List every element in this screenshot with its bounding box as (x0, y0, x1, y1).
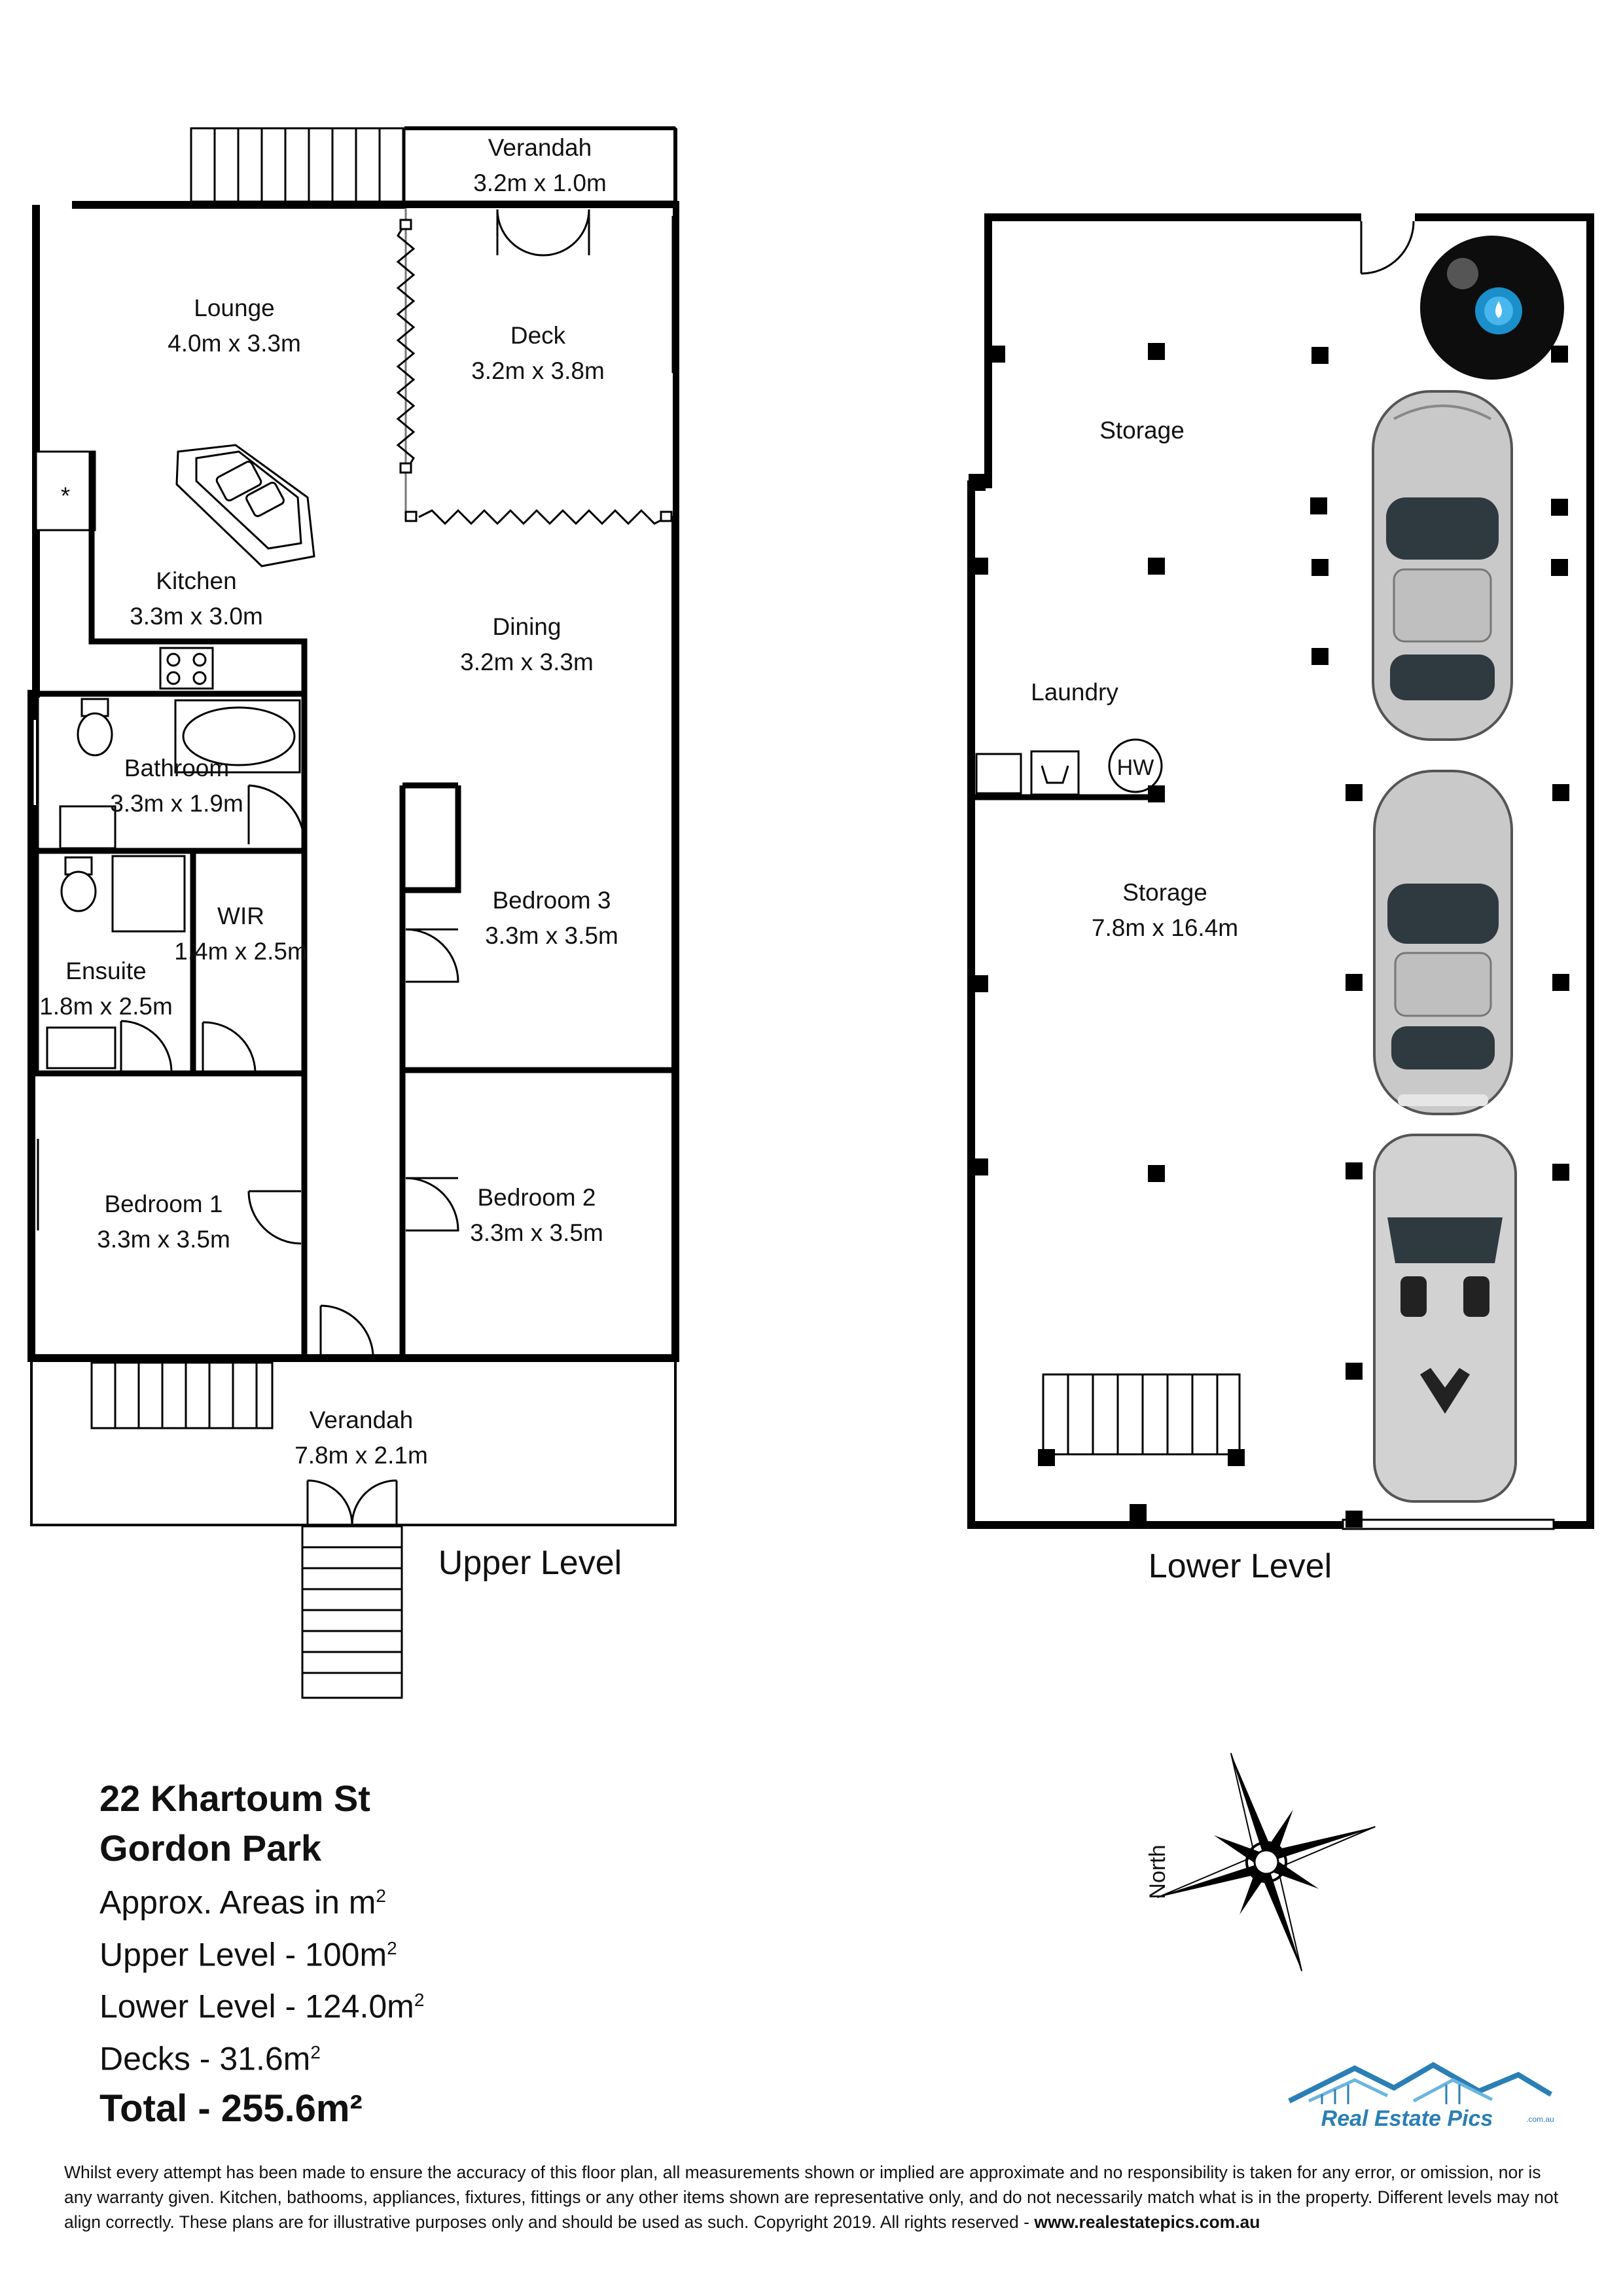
svg-text:Bedroom 1: Bedroom 1 (104, 1191, 223, 1217)
svg-text:Storage: Storage (1122, 879, 1207, 906)
svg-text:*: * (60, 482, 71, 509)
bathroom-toilet (78, 699, 112, 755)
fridge (36, 452, 95, 530)
property-street: 22 Khartoum St (99, 1778, 370, 1819)
svg-text:3.2m x 3.8m: 3.2m x 3.8m (471, 357, 605, 384)
kitchen-bench (177, 445, 314, 566)
car-icon-3 (1374, 1135, 1516, 1501)
svg-text:3.3m x 3.5m: 3.3m x 3.5m (97, 1226, 230, 1253)
room-ensuite (39, 958, 173, 1020)
svg-text:Bedroom 3: Bedroom 3 (492, 887, 611, 914)
svg-text:Bathroom: Bathroom (124, 755, 230, 781)
svg-text:1.4m x 2.5m: 1.4m x 2.5m (174, 938, 308, 965)
upper-level-plan (31, 128, 678, 1698)
svg-text:Ensuite: Ensuite (65, 958, 147, 984)
svg-text:Verandah: Verandah (309, 1407, 414, 1433)
room-kitchen (130, 567, 263, 630)
room-storage-top: Storage (1099, 417, 1185, 444)
svg-text:4.0m x 3.3m: 4.0m x 3.3m (168, 330, 301, 357)
water-tank-icon (1420, 236, 1564, 380)
room-bedroom2 (470, 1184, 603, 1246)
top-stairs (191, 128, 403, 202)
upper-level-title: Upper Level (438, 1544, 622, 1582)
svg-text:Real Estate Pics: Real Estate Pics (1321, 2106, 1493, 2131)
lower-level-title: Lower Level (1148, 1547, 1332, 1585)
disclaimer-text: Whilst every attempt has been made to ensure the accuracy of this floor plan, all measurements shown or implied are approximate and no responsibility is taken for any error, or omission, nor is any warranty given. Kitchen, bathooms, appliances, fixtures, fittings or any other items shown are representative only, and do not necessarily match what is in the property. Different levels may not align correctly. These plans are for illustrative purposes only and should be used as such. Copyright 2019. All rights reserved - (64, 2162, 1559, 2232)
car-icon-1 (1373, 391, 1512, 740)
svg-text:7.8m x 16.4m: 7.8m x 16.4m (1091, 914, 1239, 941)
svg-text:.com.au: .com.au (1526, 2115, 1554, 2124)
svg-text:3.3m x 1.9m: 3.3m x 1.9m (110, 790, 243, 817)
svg-text:3.3m x 3.5m: 3.3m x 3.5m (485, 922, 618, 949)
room-laundry: Laundry (1031, 679, 1118, 706)
verandah-stairs (92, 1363, 272, 1428)
ensuite-vanity (47, 1028, 115, 1068)
room-bedroom1 (97, 1191, 230, 1253)
washing-machine-icon (1031, 751, 1079, 795)
real-estate-pics-logo (1283, 2049, 1558, 2134)
bathroom-vanity (60, 806, 115, 848)
cooktop-icon (160, 648, 213, 689)
svg-text:Bedroom 2: Bedroom 2 (477, 1184, 596, 1211)
lower-stairs (1043, 1374, 1240, 1454)
car-icon-2 (1374, 771, 1512, 1114)
area-total: Total - 255.6m² (99, 2087, 363, 2130)
disclaimer-url[interactable]: www.realestatepics.com.au (1034, 2212, 1260, 2232)
room-lounge (168, 295, 301, 357)
lower-level-plan (969, 213, 1590, 1585)
hot-water-icon (1109, 740, 1162, 792)
svg-text:1.8m x 2.5m: 1.8m x 2.5m (39, 993, 173, 1020)
property-suburb: Gordon Park (99, 1827, 322, 1869)
area-lower-level: Lower Level - $124.0m^2$ (99, 1988, 425, 2025)
svg-text:3.2m x 1.0m: 3.2m x 1.0m (473, 170, 607, 196)
room-verandah-bottom (294, 1407, 428, 1469)
room-bedroom3 (485, 887, 618, 949)
disclaimer (64, 2160, 1569, 2234)
area-upper-level: Upper Level - $100m^2$ (99, 1936, 397, 1973)
areas-heading: Approx. Areas in $m^2$ (99, 1884, 386, 1921)
room-storage-main (1092, 879, 1238, 941)
svg-text:Kitchen: Kitchen (156, 567, 237, 594)
room-dining (460, 613, 594, 675)
svg-text:7.8m x 2.1m: 7.8m x 2.1m (294, 1442, 428, 1469)
ensuite-toilet (62, 857, 96, 911)
svg-text:HW: HW (1116, 755, 1154, 780)
svg-text:Deck: Deck (510, 322, 566, 349)
compass-north-label: North (1145, 1844, 1170, 1899)
laundry-tub (976, 754, 1021, 793)
area-decks: Decks - $31.6m^2$ (99, 2040, 321, 2077)
svg-text:WIR: WIR (217, 903, 264, 929)
svg-text:Lounge: Lounge (194, 295, 275, 321)
room-bathroom (110, 755, 243, 817)
property-info (99, 1774, 424, 2136)
front-stairs (302, 1526, 402, 1698)
svg-text:Verandah: Verandah (488, 134, 592, 161)
room-verandah-top (473, 134, 607, 196)
shower (113, 856, 185, 931)
svg-text:3.3m x 3.5m: 3.3m x 3.5m (470, 1219, 603, 1246)
svg-text:3.2m x 3.3m: 3.2m x 3.3m (460, 649, 594, 675)
svg-text:Dining: Dining (492, 613, 562, 640)
svg-text:3.3m x 3.0m: 3.3m x 3.0m (130, 603, 263, 630)
